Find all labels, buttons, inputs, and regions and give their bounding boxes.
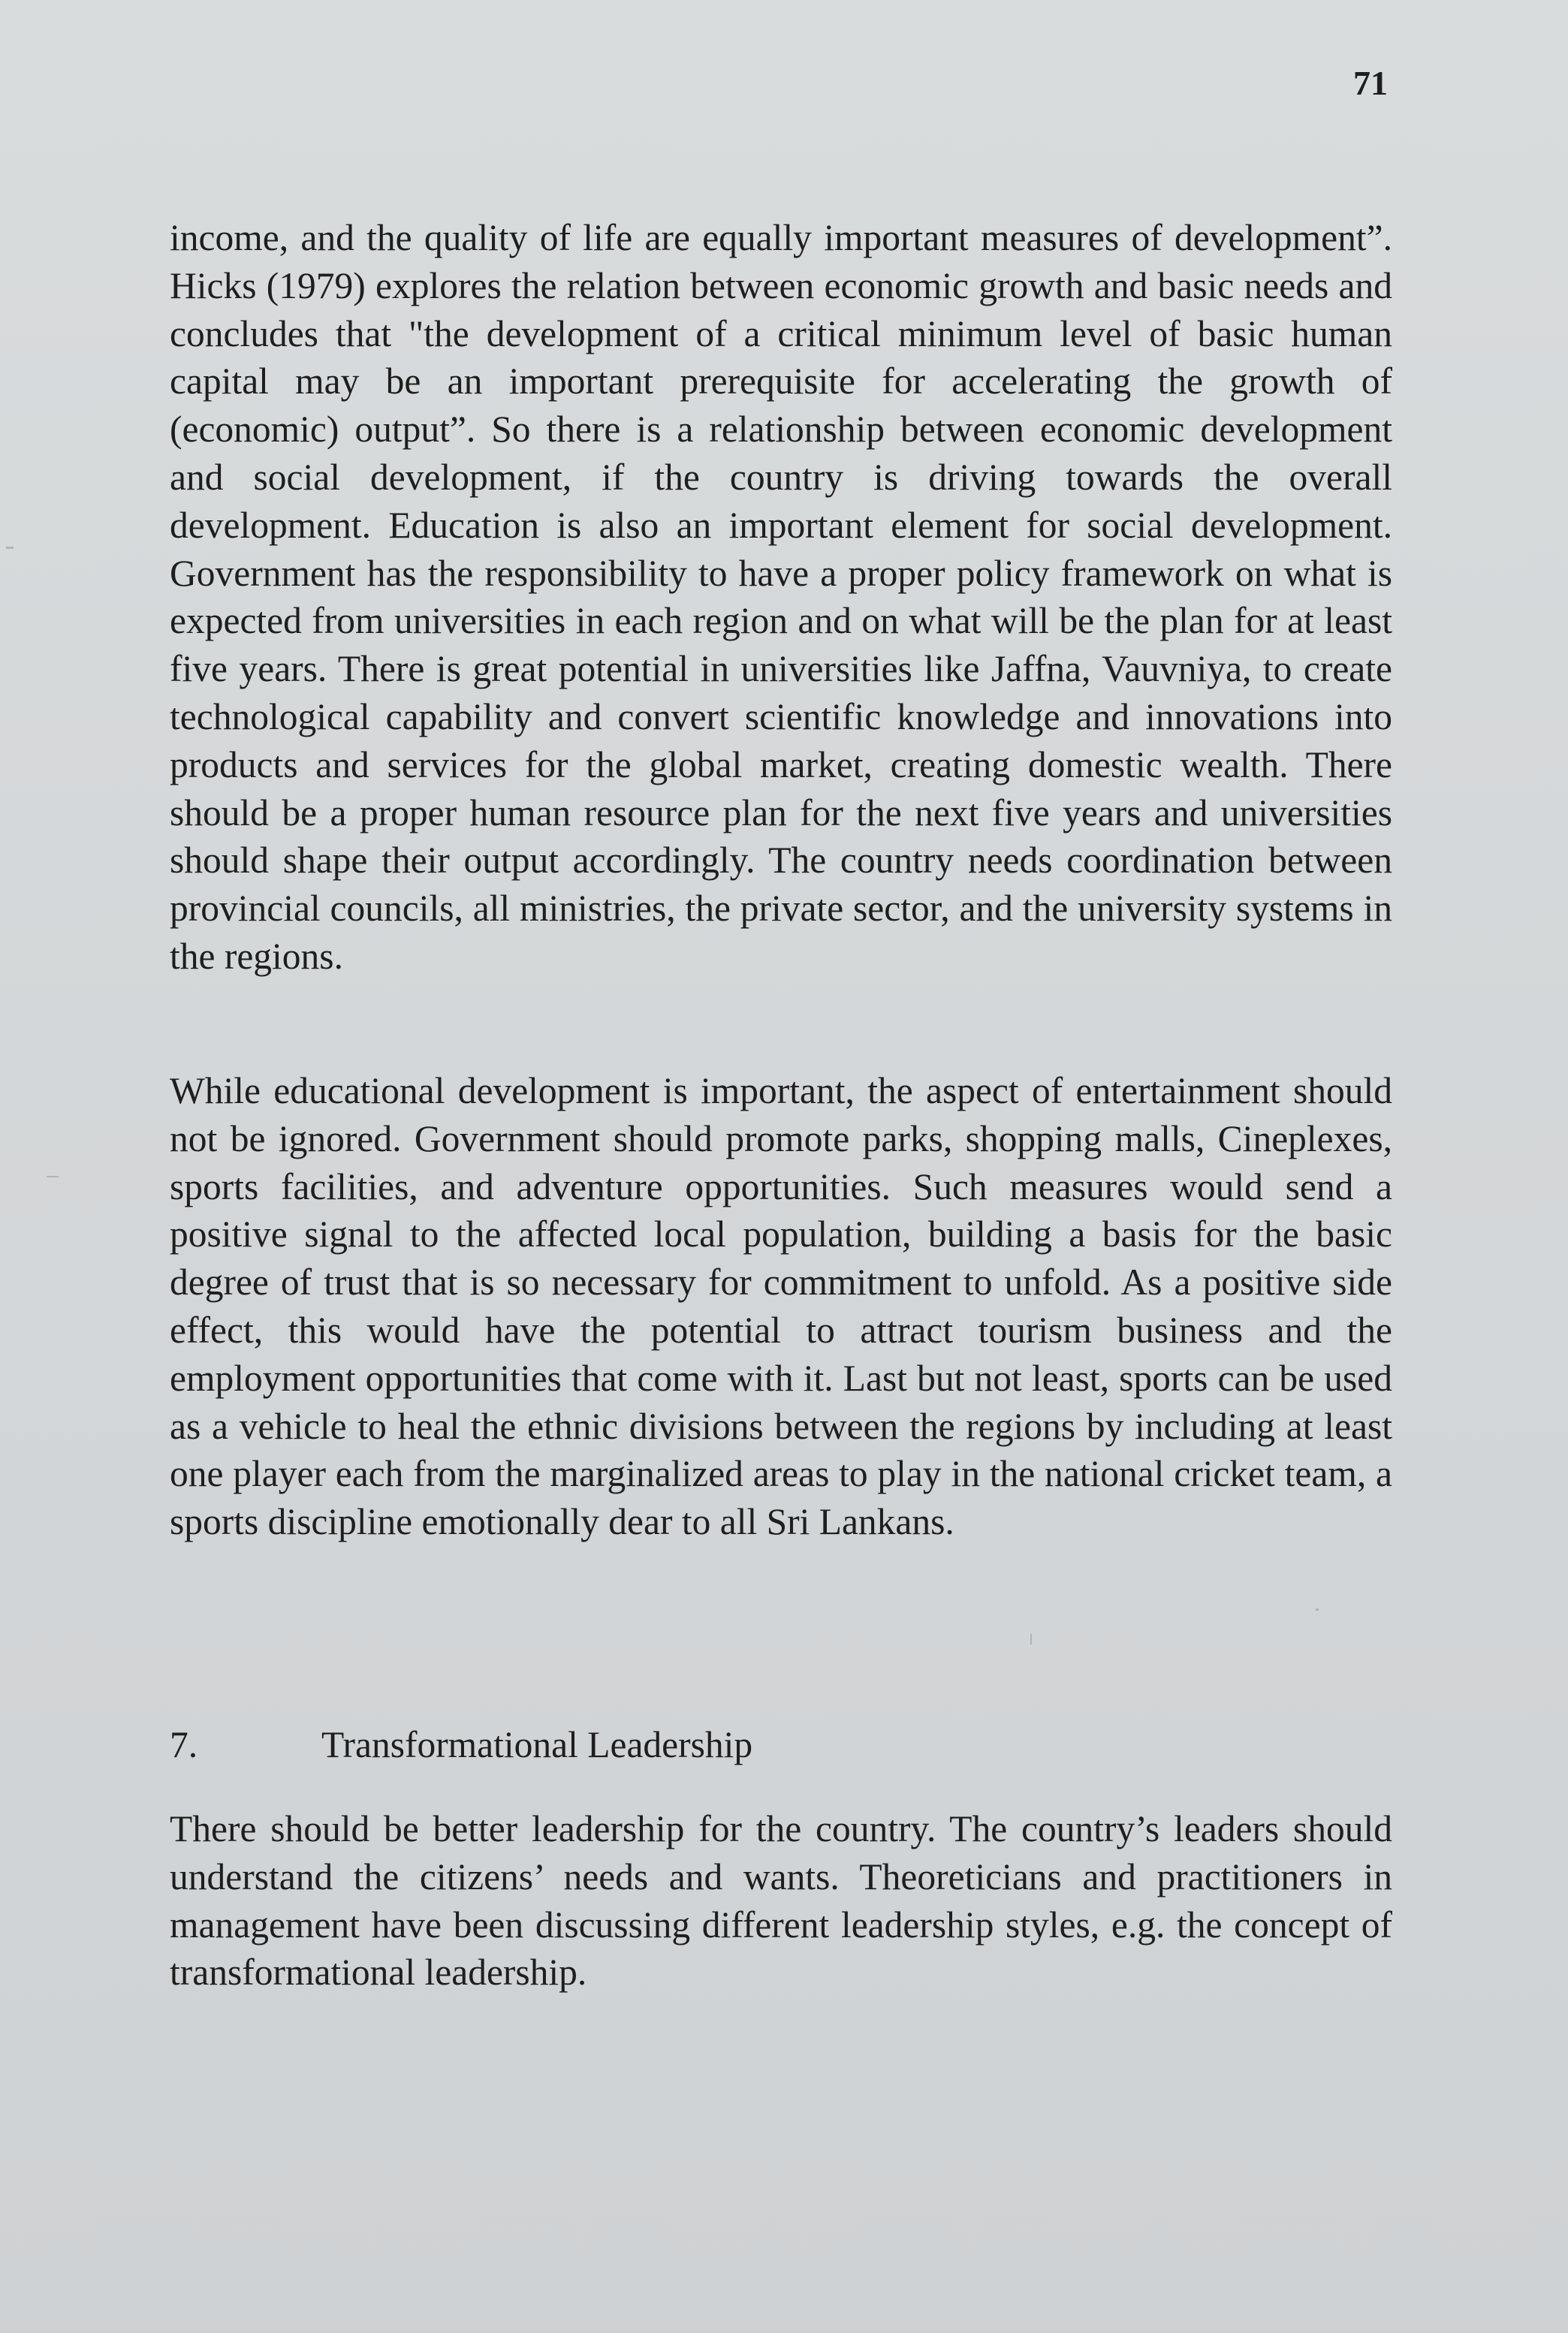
scan-speck — [6, 547, 14, 549]
page-number: 71 — [1353, 64, 1388, 102]
scan-speck — [1030, 1634, 1032, 1644]
section-title: Transformational Leadership — [321, 1724, 753, 1765]
section-heading — [170, 1721, 752, 1769]
paragraph-development: income, and the quality of life are equally important measures of development”. Hicks (1979) explores the relation between economic growth and basic needs and concludes that "the development of a critical minimum level of basic human capital may be an important prerequisite for accelerating the growth of (economic) output”. So there is a relationship between economic development and social development, if the country is driving towards the overall development. Education is also an important element for social development. Government has the responsibility to have a proper policy framework on what is expected from universities in each region and on what will be the plan for at least five years. There is great potential in universities like Jaffna, Vauvniya, to create technological capability and convert scientific knowledge and innovations into products and services for the global market, creating domestic wealth. There should be a proper human resource plan for the next five years and universities should shape their output accordingly. The country needs coordination between provincial councils, all ministries, the private sector, and the university systems in the regions. — [170, 217, 1392, 977]
section-number: 7. — [170, 1724, 198, 1765]
paragraph-leadership: There should be better leadership for the country. The country’s leaders should understand the citizens’ needs and wants. Theoreticians and practitioners in management have been discussing different leadership styles, e.g. the concept of transformational leadership. — [170, 1808, 1392, 1994]
scan-speck — [47, 1176, 59, 1177]
scan-speck — [1316, 1608, 1319, 1611]
paragraph-entertainment: While educational development is important, the aspect of entertainment should not be ignored. Government should promote parks, shopping malls, Cineplexes, sports facilities, and adventure opportunities. Such measures would send a positive signal to the affected local population, building a basis for the basic degree of trust that is so necessary for commitment to unfold. As a positive side effect, this would have the potential to attract tourism business and the employment opportunities that come with it. Last but not least, sports can be used as a vehicle to heal the ethnic divisions between the regions by including at least one player each from the marginalized areas to play in the national cricket team, a sports discipline emotionally dear to all Sri Lankans. — [170, 1070, 1392, 1543]
